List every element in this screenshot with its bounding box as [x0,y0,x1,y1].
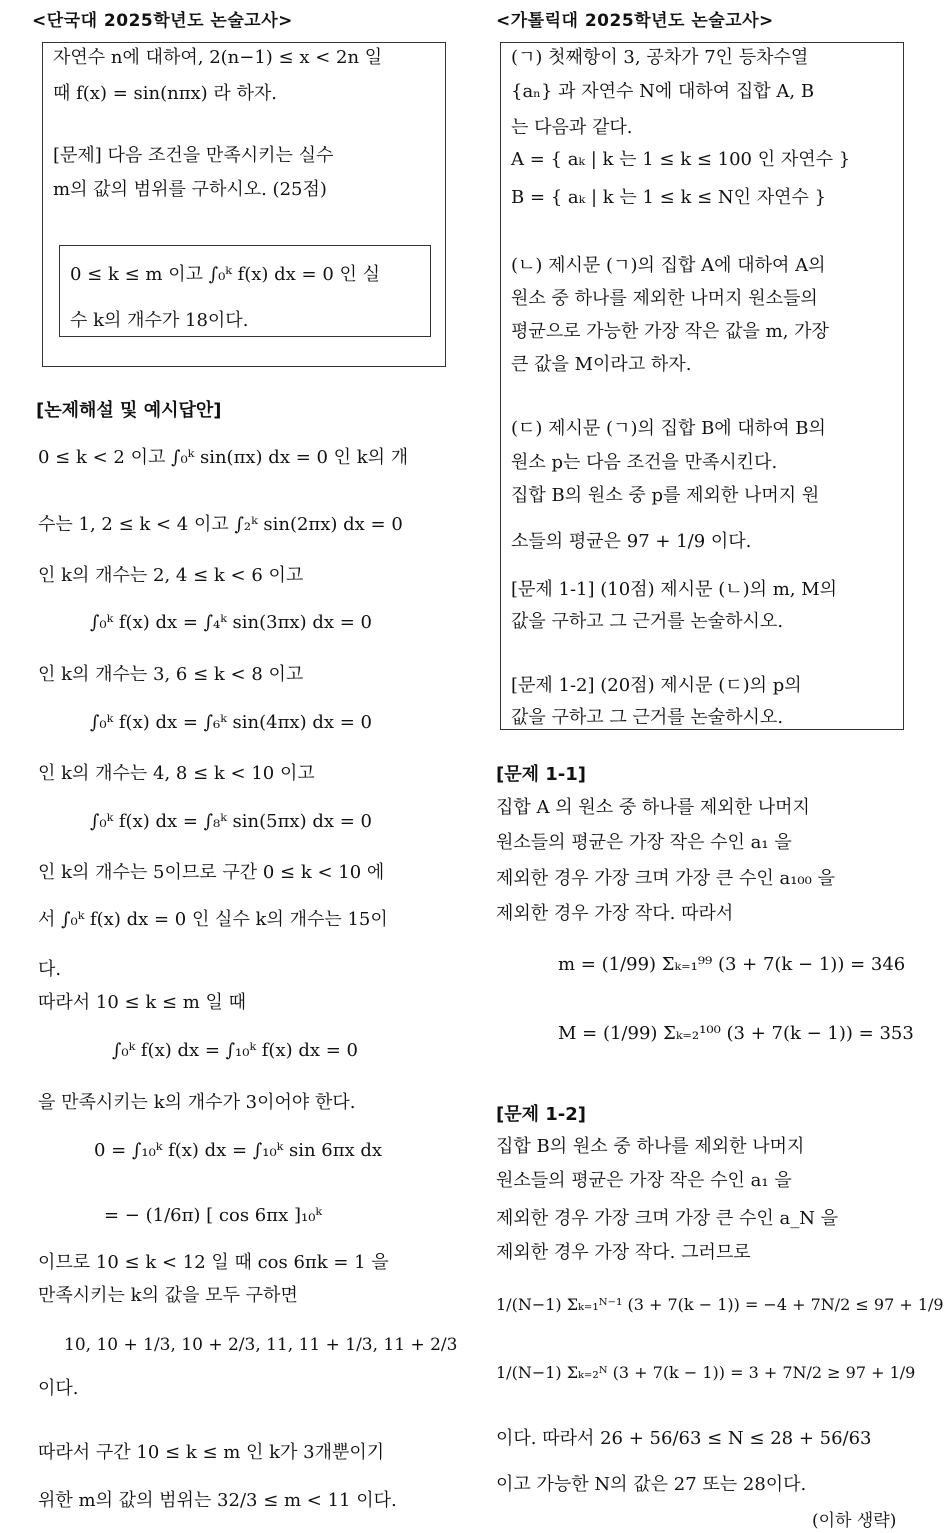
left-problem-line: m의 값의 범위를 구하시오. (25점) [53,179,327,200]
left-problem-line: 자연수 n에 대하여, 2(n−1) ≤ x < 2n 일 [53,47,383,68]
right-box-line: 집합 B의 원소 중 p를 제외한 나머지 원 [511,485,820,506]
right-sol1-title: [문제 1-1] [496,764,587,785]
left-problem-line: 때 f(x) = sin(nπx) 라 하자. [53,83,278,104]
right-box-line: (ㄷ) 제시문 (ㄱ)의 집합 B에 대하여 B의 [511,418,826,439]
left-solution-line: 을 만족시키는 k의 개수가 3이어야 한다. [38,1092,356,1113]
left-solution-line: 인 k의 개수는 2, 4 ≤ k < 6 이고 [38,565,304,586]
left-condition-line: 0 ≤ k ≤ m 이고 ∫₀ᵏ f(x) dx = 0 인 실 [70,264,381,285]
left-solution-line: 따라서 10 ≤ k ≤ m 일 때 [38,992,247,1013]
right-sol2-line: 원소들의 평균은 가장 작은 수인 a₁ 을 [496,1170,792,1191]
right-box-line: 평균으로 가능한 가장 작은 값을 m, 가장 [511,321,829,342]
right-sol2-line: 제외한 경우 가장 작다. 그러므로 [496,1242,751,1263]
left-solution-line: 서 ∫₀ᵏ f(x) dx = 0 인 실수 k의 개수는 15이 [38,909,388,930]
left-solution-line: = − (1/6π) [ cos 6πx ]₁₀ᵏ [104,1205,322,1226]
left-solution-title: [논제해설 및 예시답안] [36,400,222,421]
right-box-line: 소들의 평균은 97 + 1/9 이다. [511,531,752,552]
right-box-line: (ㄱ) 첫째항이 3, 공차가 7인 등차수열 [511,47,809,68]
left-solution-line: 인 k의 개수는 4, 8 ≤ k < 10 이고 [38,763,315,784]
left-solution-line: 이므로 10 ≤ k < 12 일 때 cos 6πk = 1 을 [38,1252,389,1273]
right-box-line: 원소 중 하나를 제외한 나머지 원소들의 [511,288,818,309]
left-solution-line: 인 k의 개수는 3, 6 ≤ k < 8 이고 [38,664,304,685]
left-solution-line: 이다. [38,1378,79,1399]
left-solution-line: ∫₀ᵏ f(x) dx = ∫₆ᵏ sin(4πx) dx = 0 [90,712,372,733]
left-solution-line: ∫₀ᵏ f(x) dx = ∫₄ᵏ sin(3πx) dx = 0 [90,612,372,633]
right-sol1-line: M = (1/99) Σₖ₌₂¹⁰⁰ (3 + 7(k − 1)) = 353 [558,1023,914,1044]
left-solution-line: 만족시키는 k의 값을 모두 구하면 [38,1285,298,1306]
left-solution-line: 0 ≤ k < 2 이고 ∫₀ᵏ sin(πx) dx = 0 인 k의 개 [38,447,409,468]
right-sol1-line: 원소들의 평균은 가장 작은 수인 a₁ 을 [496,832,792,853]
left-solution-line: 다. [38,959,62,980]
left-solution-line: ∫₀ᵏ f(x) dx = ∫₈ᵏ sin(5πx) dx = 0 [90,811,372,832]
right-header: <가톨릭대 2025학년도 논술고사> [496,11,774,31]
right-sol1-line: 집합 A 의 원소 중 하나를 제외한 나머지 [496,797,810,818]
left-solution-line: 인 k의 개수는 5이므로 구간 0 ≤ k < 10 에 [38,862,385,883]
left-header: <단국대 2025학년도 논술고사> [32,11,293,31]
right-box-line: 값을 구하고 그 근거를 논술하시오. [511,611,784,632]
right-sol1-line: 제외한 경우 가장 크며 가장 큰 수인 a₁₀₀ 을 [496,868,835,889]
left-solution-line: ∫₀ᵏ f(x) dx = ∫₁₀ᵏ f(x) dx = 0 [112,1040,358,1061]
right-box-line: [문제 1-2] (20점) 제시문 (ㄷ)의 p의 [511,675,802,696]
right-sol1-line: 제외한 경우 가장 작다. 따라서 [496,903,734,924]
right-box-line: (ㄴ) 제시문 (ㄱ)의 집합 A에 대하여 A의 [511,255,826,276]
right-sol2-line: 1/(N−1) Σₖ₌₂ᴺ (3 + 7(k − 1)) = 3 + 7N/2 ≥ 97 + 1/9 [496,1363,916,1382]
left-solution-line: 위한 m의 값의 범위는 32/3 ≤ m < 11 이다. [38,1490,397,1511]
right-sol1-line: m = (1/99) Σₖ₌₁⁹⁹ (3 + 7(k − 1)) = 346 [558,954,906,975]
right-box-line: 큰 값을 M이라고 하자. [511,354,692,375]
right-sol2-line: 집합 B의 원소 중 하나를 제외한 나머지 [496,1136,805,1157]
right-box-line: A = { aₖ | k 는 1 ≤ k ≤ 100 인 자연수 } [511,149,851,170]
right-problem-box [500,42,904,730]
right-sol2-title: [문제 1-2] [496,1104,587,1125]
left-solution-line: 수는 1, 2 ≤ k < 4 이고 ∫₂ᵏ sin(2πx) dx = 0 [38,514,403,535]
right-sol2-line: 제외한 경우 가장 크며 가장 큰 수인 a_N 을 [496,1208,839,1229]
left-problem-box [42,42,446,367]
right-box-line: 값을 구하고 그 근거를 논술하시오. [511,707,784,728]
left-solution-line: 0 = ∫₁₀ᵏ f(x) dx = ∫₁₀ᵏ sin 6πx dx [94,1140,383,1161]
left-solution-line: 10, 10 + 1/3, 10 + 2/3, 11, 11 + 1/3, 11 + 2/3 [64,1335,458,1355]
right-box-line: 원소 p는 다음 조건을 만족시킨다. [511,452,778,473]
right-footnote: (이하 생략) [812,1511,897,1531]
right-sol2-line: 이고 가능한 N의 값은 27 또는 28이다. [496,1474,807,1495]
right-box-line: {aₙ} 과 자연수 N에 대하여 집합 A, B [511,81,815,102]
right-sol2-line: 1/(N−1) Σₖ₌₁ᴺ⁻¹ (3 + 7(k − 1)) = −4 + 7N/2 ≤ 97 + 1/9 [496,1295,944,1314]
left-solution-line: 따라서 구간 10 ≤ k ≤ m 인 k가 3개뿐이기 [38,1442,385,1463]
left-problem-line: [문제] 다음 조건을 만족시키는 실수 [53,145,334,166]
right-box-line: [문제 1-1] (10점) 제시문 (ㄴ)의 m, M의 [511,579,838,600]
left-condition-box [59,245,431,337]
right-box-line: B = { aₖ | k 는 1 ≤ k ≤ N인 자연수 } [511,187,827,208]
right-sol2-line: 이다. 따라서 26 + 56/63 ≤ N ≤ 28 + 56/63 [496,1428,872,1449]
left-condition-line: 수 k의 개수가 18이다. [70,310,249,331]
right-box-line: 는 다음과 같다. [511,117,633,138]
